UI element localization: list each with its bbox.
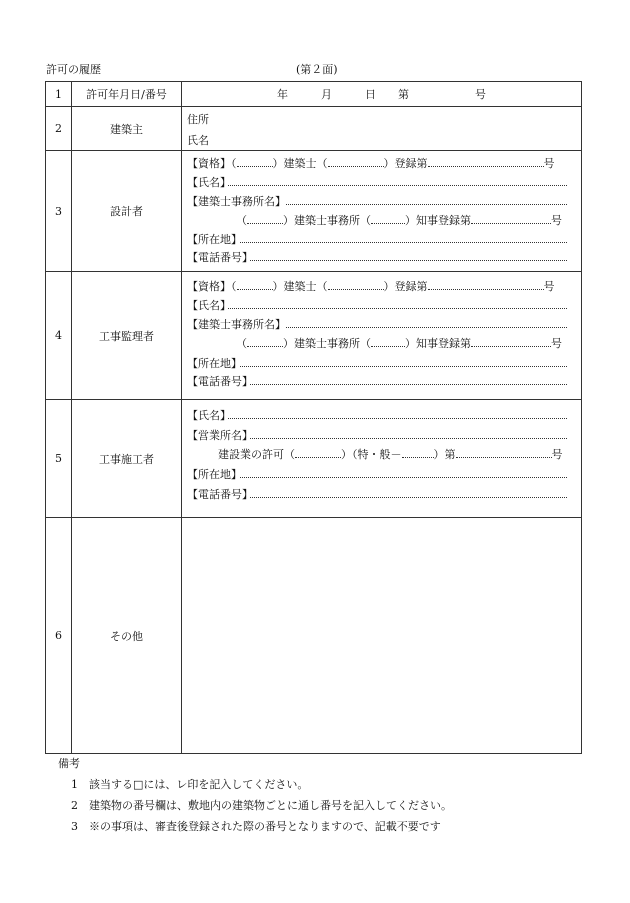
number-suffix: 号: [551, 214, 562, 227]
contractor-permit-line[interactable]: [218, 446, 563, 462]
row-number: 5: [46, 400, 72, 518]
contractor-location-field[interactable]: [240, 476, 567, 478]
blank-field[interactable]: [237, 156, 273, 167]
supervisor-phone-label: 【電話番号】: [187, 375, 253, 388]
owner-address-label: 住所: [187, 113, 209, 126]
permit-prefix: 建設業の許可（: [218, 448, 295, 461]
row-label: その他: [72, 518, 182, 754]
row-label: 設計者: [72, 151, 182, 272]
table-row: [46, 151, 582, 272]
permit-history-table: [45, 81, 582, 754]
governor-registration-label: ）知事登録第: [405, 214, 471, 227]
row-label: 許可年月日/番号: [72, 82, 182, 107]
blank-field[interactable]: [471, 336, 551, 347]
supervisor-qualification-line[interactable]: [187, 278, 555, 294]
note-item: 3 ※の事項は、審査後登録された際の番号となりますので、記載不要です: [71, 820, 441, 833]
qualification-mid: ）建築士（: [272, 157, 328, 170]
contractor-name-label: 【氏名】: [187, 409, 231, 422]
contractor-phone-field[interactable]: [250, 496, 567, 498]
designer-location-field[interactable]: [240, 241, 567, 243]
section-title: 許可の履歴: [46, 63, 101, 76]
supervisor-location-field[interactable]: [240, 365, 567, 367]
row-label: 建築主: [72, 107, 182, 151]
supervisor-location-label: 【所在地】: [187, 357, 242, 370]
blank-field[interactable]: [428, 279, 544, 290]
office-mid: ）建築士事務所（: [283, 337, 371, 350]
supervisor-office-label: 【建築士事務所名】: [187, 318, 286, 331]
row-number: 3: [46, 151, 72, 272]
number-suffix: 号: [551, 448, 563, 461]
blank-field[interactable]: [456, 447, 552, 458]
permit-date-number-field[interactable]: 年 月 日 第 号: [182, 82, 582, 107]
office-mid: ）建築士事務所（: [283, 214, 371, 227]
registration-label: ）登録第: [383, 157, 428, 170]
table-row: [46, 518, 582, 754]
number-suffix: 号: [543, 157, 555, 170]
designer-office-field[interactable]: [286, 203, 567, 205]
other-field[interactable]: [182, 518, 582, 754]
qualification-prefix: 【資格】（: [187, 157, 237, 170]
blank-field[interactable]: [471, 213, 551, 224]
qualification-prefix: 【資格】（: [187, 280, 237, 293]
designer-phone-label: 【電話番号】: [187, 251, 253, 264]
table-row: [46, 400, 582, 518]
governor-registration-label: ）知事登録第: [405, 337, 471, 350]
blank-field[interactable]: [247, 213, 283, 224]
permit-number-label: ）第: [433, 448, 456, 461]
row-label: 工事施工者: [72, 400, 182, 518]
blank-field[interactable]: [402, 447, 434, 458]
designer-phone-field[interactable]: [250, 259, 567, 261]
supervisor-phone-field[interactable]: [250, 383, 567, 385]
row-label: 工事監理者: [72, 272, 182, 400]
contractor-name-field[interactable]: [228, 417, 567, 419]
page-label: (第２面): [296, 63, 338, 76]
row-number: 4: [46, 272, 72, 400]
contractor-location-label: 【所在地】: [187, 468, 242, 481]
registration-label: ）登録第: [383, 280, 428, 293]
note-item: 1 該当する□には、レ印を記入してください。: [71, 778, 309, 791]
row-number: 1: [46, 82, 72, 107]
contractor-phone-label: 【電話番号】: [187, 488, 253, 501]
table-row: [46, 82, 582, 107]
office-prefix: （: [236, 214, 247, 227]
note-item: 2 建築物の番号欄は、敷地内の建築物ごとに通し番号を記入してください。: [71, 799, 452, 812]
qualification-mid: ）建築士（: [272, 280, 328, 293]
supervisor-name-field[interactable]: [228, 307, 567, 309]
blank-field[interactable]: [328, 156, 384, 167]
designer-qualification-line[interactable]: [187, 155, 555, 171]
notes-heading: 備考: [58, 757, 80, 770]
blank-field[interactable]: [371, 213, 405, 224]
table-row: [46, 272, 582, 400]
designer-office-registration-line[interactable]: [236, 212, 562, 228]
blank-field[interactable]: [295, 447, 341, 458]
row-number: 2: [46, 107, 72, 151]
blank-field[interactable]: [237, 279, 273, 290]
owner-name-label: 氏名: [187, 134, 209, 147]
designer-office-label: 【建築士事務所名】: [187, 195, 286, 208]
row-number: 6: [46, 518, 72, 754]
contractor-business-label: 【営業所名】: [187, 429, 253, 442]
blank-field[interactable]: [428, 156, 544, 167]
designer-name-field[interactable]: [228, 184, 567, 186]
supervisor-office-field[interactable]: [286, 326, 567, 328]
office-prefix: （: [236, 337, 247, 350]
designer-location-label: 【所在地】: [187, 233, 242, 246]
blank-field[interactable]: [328, 279, 384, 290]
supervisor-name-label: 【氏名】: [187, 299, 231, 312]
table-row: [46, 107, 582, 151]
permit-mid: ）（特・般－: [341, 448, 402, 461]
number-suffix: 号: [551, 337, 562, 350]
contractor-business-field[interactable]: [250, 437, 567, 439]
supervisor-office-registration-line[interactable]: [236, 335, 562, 351]
designer-name-label: 【氏名】: [187, 176, 231, 189]
blank-field[interactable]: [247, 336, 283, 347]
blank-field[interactable]: [371, 336, 405, 347]
number-suffix: 号: [543, 280, 555, 293]
